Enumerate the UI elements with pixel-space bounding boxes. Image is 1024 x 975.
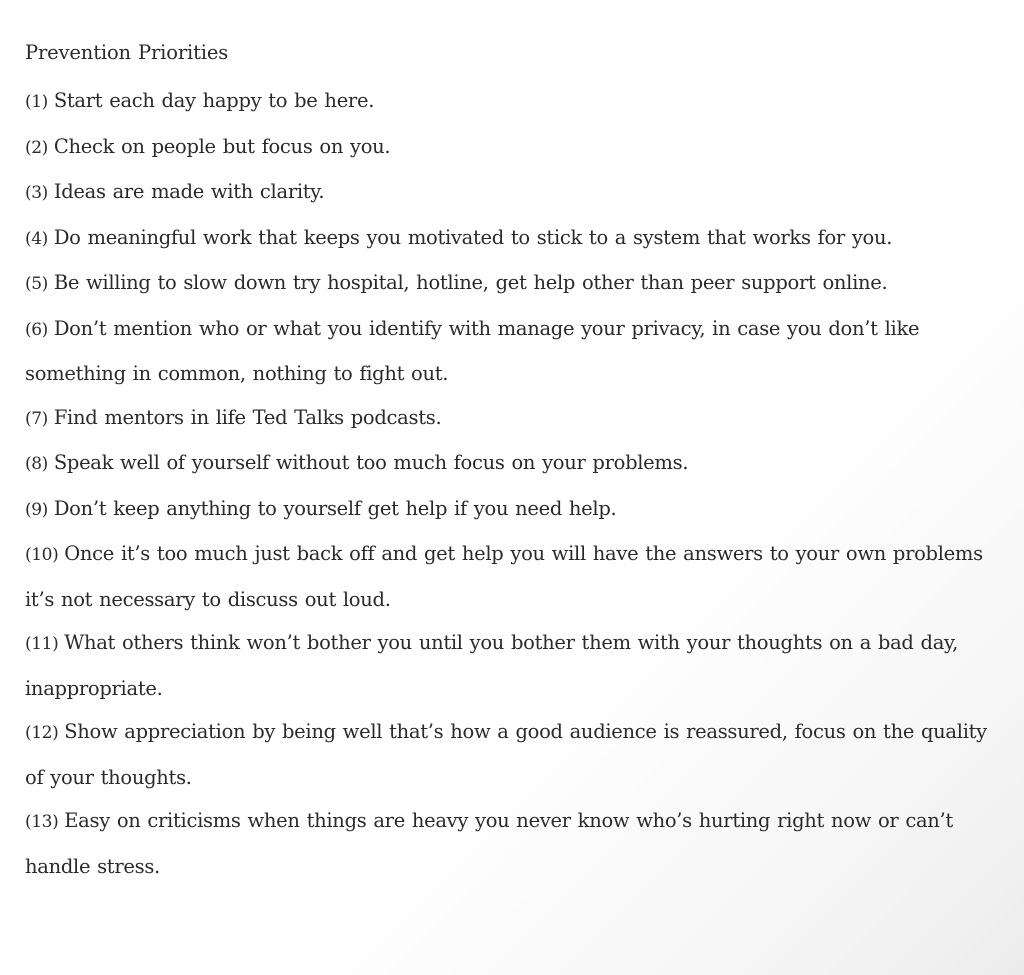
priority-text-8: Speak well of yourself without too much focus on your problems. — [53, 451, 689, 474]
document-title: Prevention Priorities — [25, 41, 229, 64]
priority-number-3: (3) — [25, 183, 48, 203]
priority-number-7: (7) — [25, 408, 48, 429]
priority-number-12: (12) — [25, 723, 59, 743]
priority-text-9: Don’t keep anything to yourself get help if you need help. — [53, 496, 617, 520]
priority-item-11 — [25, 621, 1000, 710]
priority-text-1: Start each day happy to be here. — [53, 89, 375, 112]
priority-text-4: Do meaningful work that keeps you motivated to stick to a system that works for you. — [53, 225, 893, 249]
priority-text-3: Ideas are made with clarity. — [53, 180, 325, 203]
priority-item-12 — [25, 710, 1000, 799]
priority-number-4: (4) — [25, 228, 48, 249]
priority-item-4 — [25, 216, 1000, 262]
priority-item-5 — [25, 261, 1000, 307]
priority-text-2: Check on people but focus on you. — [53, 134, 391, 158]
priority-text-5: Be willing to slow down try hospital, hotline, get help other than peer support online. — [53, 271, 888, 294]
priority-text-6: Don’t mention who or what you identify with manage your privacy, in case you don’t like something in common, nothing to fight out. — [25, 316, 920, 385]
priority-number-10: (10) — [25, 545, 59, 565]
priority-item-9 — [25, 487, 1000, 533]
priority-number-13: (13) — [25, 812, 59, 832]
priority-number-9: (9) — [25, 499, 48, 520]
priority-list — [25, 70, 1000, 888]
priority-text-12: Show appreciation by being well that’s how a good audience is reassured, focus on the quality of your thoughts. — [25, 720, 987, 789]
priority-text-11: What others think won’t bother you until you bother them with your thoughts on a bad day, inappropriate. — [25, 631, 959, 700]
priority-text-10: Once it’s too much just back off and get help you will have the answers to your own problems it’s not necessary to discuss out loud. — [25, 542, 983, 611]
priority-number-5: (5) — [25, 274, 48, 294]
priority-text-7: Find mentors in life Ted Talks podcasts. — [53, 405, 442, 429]
priority-text-13: Easy on criticisms when things are heavy you never know who’s hurting right now or can’t handle stress. — [25, 809, 953, 878]
priority-item-3 — [25, 170, 1000, 216]
priority-item-10 — [25, 532, 1000, 621]
priority-item-8 — [25, 441, 1000, 487]
priority-item-13 — [25, 799, 1000, 888]
priority-number-2: (2) — [25, 137, 48, 158]
priority-item-6 — [25, 307, 1000, 396]
priority-item-1 — [25, 79, 1000, 125]
priority-number-1: (1) — [25, 92, 48, 112]
priority-number-8: (8) — [25, 454, 48, 474]
priority-number-11: (11) — [25, 634, 59, 654]
priority-number-6: (6) — [25, 319, 48, 340]
priority-item-7 — [25, 396, 1000, 442]
priority-item-2 — [25, 125, 1000, 171]
